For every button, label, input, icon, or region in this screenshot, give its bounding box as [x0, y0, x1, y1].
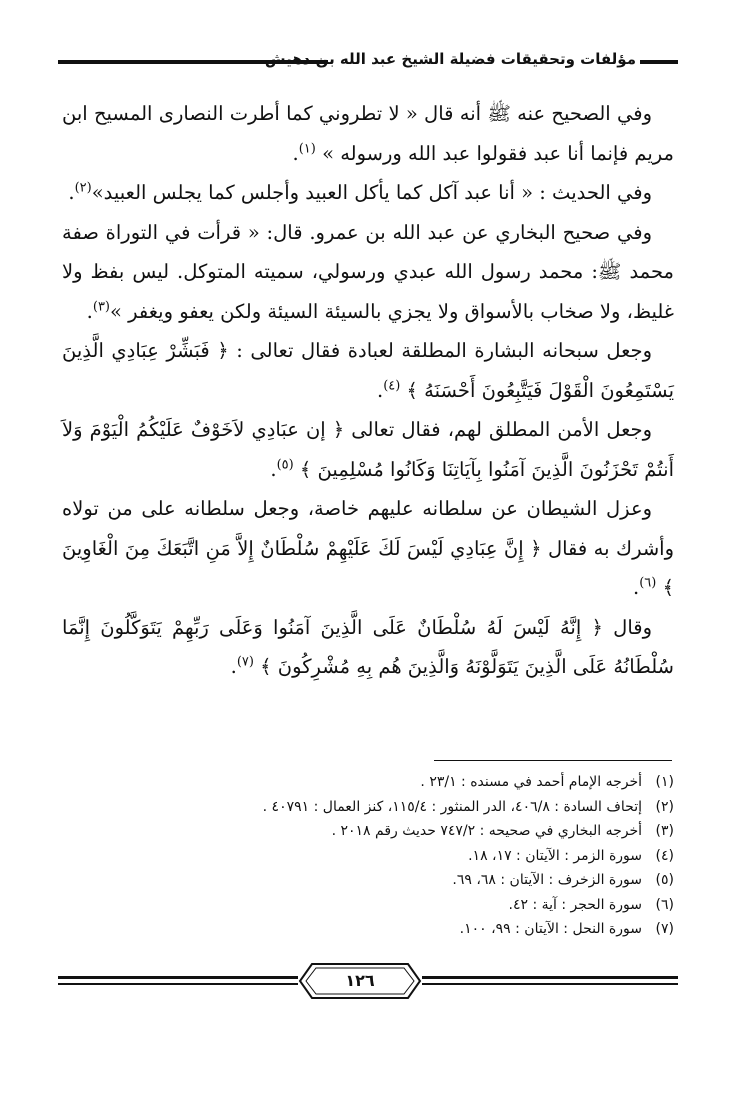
footnote-ref: (٦) — [639, 575, 657, 591]
paragraph-4: وجعل سبحانه البشارة المطلقة لعبادة فقال تعالى : ﴿ فَبَشِّرْ عِبَادِي الَّذِينَ يَسْتَمِعُونَ الْقَوْلَ فَيَتَّبِعُونَ أَحْسَنَهُ ﴾ $^{(٤)}$. — [62, 339, 674, 402]
footnote-4 — [62, 844, 674, 869]
paragraph-6: وعزل الشيطان عن سلطانه عليهم خاصة، وجعل سلطانه على من تولاه وأشرك به فقال ﴿ إِنَّ عِبَادِي لَيْسَ لَكَ عَلَيْهِمْ سُلْطَانٌ إِلاَّ مَنِ اتَّبَعَكَ مِنَ الْغَاوِينَ ﴾ $^{(٦)}$. — [62, 497, 674, 599]
paragraph-text: وفي صحيح البخاري عن عبد الله بن عمرو. قال: « قرأت في التوراة صفة محمد ﷺ: محمد رسول الله عبدي ورسولي، سميته المتوكل. ليس بفظ ولا غليظ، ولا صخاب بالأسواق ولا يجزي بالسيئة السيئة ولكن يعفو ويغفر » — [62, 220, 674, 323]
paragraph-text: وجعل سبحانه البشارة المطلقة لعبادة فقال تعالى : ﴿ فَبَشِّرْ عِبَادِي الَّذِينَ يَسْتَمِعُونَ الْقَوْلَ فَيَتَّبِعُونَ أَحْسَنَهُ ﴾ — [62, 339, 674, 402]
footnote-text: سورة الزمر : الآيتان : ١٧، ١٨. — [468, 847, 642, 864]
footnote-3 — [62, 819, 674, 844]
paragraph-text: وفي الصحيح عنه ﷺ أنه قال « لا تطروني كما أطرت النصارى المسيح ابن مريم فإنما أنا عبد فقولوا عبد الله ورسوله » — [62, 102, 674, 165]
footnote-text: سورة الحجر : آية : ٤٢. — [508, 896, 642, 913]
footnote-5 — [62, 868, 674, 893]
footnote-2 — [62, 795, 674, 820]
footnote-number: (١) — [655, 774, 674, 790]
paragraph-3: وفي صحيح البخاري عن عبد الله بن عمرو. قال: « قرأت في التوراة صفة محمد ﷺ: محمد رسول الله عبدي ورسولي، سميته المتوكل. ليس بفظ ولا غليظ، ولا صخاب بالأسواق ولا يجزي بالسيئة السيئة ولكن يعفو ويغفر »$^{(٣)}$. — [62, 220, 674, 323]
footnote-ref: (١) — [298, 141, 316, 156]
footnote-1 — [62, 770, 674, 795]
footer-rule-left — [58, 976, 298, 985]
footnote-number: (٣) — [655, 823, 674, 839]
footnote-ref: (٤) — [383, 378, 401, 393]
page-number-frame — [298, 962, 422, 1000]
paragraph-text: وقال ﴿ إِنَّهُ لَيْسَ لَهُ سُلْطَانٌ عَلَى الَّذِينَ آمَنُوا وَعَلَى رَبِّهِمْ يَتَوَكَّلُونَ إِنَّمَا سُلْطَانُهُ عَلَى الَّذِينَ يَتَوَلَّوْنَهُ وَالَّذِينَ هُم بِهِ مُشْرِكُونَ ﴾ — [62, 615, 674, 678]
page-number: ١٢٦ — [345, 971, 375, 990]
paragraph-1: وفي الصحيح عنه ﷺ أنه قال « لا تطروني كما أطرت النصارى المسيح ابن مريم فإنما أنا عبد فقولوا عبد الله ورسوله » $^{(١)}$. — [62, 102, 674, 165]
footnote-ref: (٧) — [236, 654, 254, 670]
paragraph-2: وفي الحديث : « أنا عبد آكل كما يأكل العبيد وأجلس كما يجلس العبيد»$^{(٢)}$. — [68, 180, 652, 204]
footnote-number: (٢) — [655, 798, 674, 815]
footnote-number: (٧) — [655, 921, 674, 937]
footnote-7 — [62, 917, 674, 942]
footnote-number: (٥) — [655, 872, 674, 888]
footnote-text: أخرجه البخاري في صحيحه : ٧٤٧/٢ حديث رقم ٢٠١٨ . — [331, 823, 642, 839]
page-footer — [58, 962, 678, 1002]
footnote-number: (٦) — [655, 896, 674, 913]
paragraph-text: وفي الحديث : « أنا عبد آكل كما يأكل العبيد وأجلس كما يجلس العبيد» — [91, 181, 652, 204]
header-title: مؤلفات وتحقيقات فضيلة الشيخ عبد الله بن دهيش — [264, 50, 636, 68]
footnote-text: سورة الزخرف : الآيتان : ٦٨، ٦٩. — [452, 872, 642, 888]
footnote-text: أخرجه الإمام أحمد في مسنده : ٢٣/١ . — [420, 774, 642, 790]
footnote-text: سورة النحل : الآيتان : ٩٩، ١٠٠. — [459, 921, 642, 937]
footer-rule-right — [422, 976, 678, 985]
footnote-ref: (٣) — [92, 299, 110, 314]
header-rule-right — [640, 60, 678, 64]
footnote-number: (٤) — [655, 847, 674, 864]
footnote-6 — [62, 893, 674, 918]
paragraph-text: وعزل الشيطان عن سلطانه عليهم خاصة، وجعل سلطانه على من تولاه وأشرك به فقال ﴿ إِنَّ عِبَادِي لَيْسَ لَكَ عَلَيْهِمْ سُلْطَانٌ إِلاَّ مَنِ اتَّبَعَكَ مِنَ الْغَاوِينَ ﴾ — [62, 497, 674, 599]
paragraph-7: وقال ﴿ إِنَّهُ لَيْسَ لَهُ سُلْطَانٌ عَلَى الَّذِينَ آمَنُوا وَعَلَى رَبِّهِمْ يَتَوَكَّلُونَ إِنَّمَا سُلْطَانُهُ عَلَى الَّذِينَ يَتَوَلَّوْنَهُ وَالَّذِينَ هُم بِهِ مُشْرِكُونَ ﴾ $^{(٧)}$. — [62, 615, 674, 678]
paragraph-text: وجعل الأمن المطلق لهم، فقال تعالى ﴿ إن عبَادِي لاَخَوْفٌ عَلَيْكُمُ الْيَوْمَ وَلاَ أَنتُمْ تَحْزَنُونَ الَّذِينَ آمَنُوا بِآيَاتِنَا وَكَانُوا مُسْلِمِينَ ﴾ — [62, 418, 674, 481]
main-text — [62, 94, 674, 687]
footnote-separator — [434, 760, 672, 761]
paragraph-5: وجعل الأمن المطلق لهم، فقال تعالى ﴿ إن عبَادِي لاَخَوْفٌ عَلَيْكُمُ الْيَوْمَ وَلاَ أَنتُمْ تَحْزَنُونَ الَّذِينَ آمَنُوا بِآيَاتِنَا وَكَانُوا مُسْلِمِينَ ﴾ $^{(٥)}$. — [62, 418, 674, 481]
footnote-text: إتحاف السادة : ٤٠٦/٨، الدر المنثور : ١١٥/٤، كنز العمال : ٤٠٧٩١ . — [262, 798, 642, 815]
running-header — [58, 50, 678, 76]
footnote-ref: (٢) — [74, 180, 92, 196]
footnotes — [62, 770, 674, 942]
footnote-ref: (٥) — [276, 457, 294, 472]
